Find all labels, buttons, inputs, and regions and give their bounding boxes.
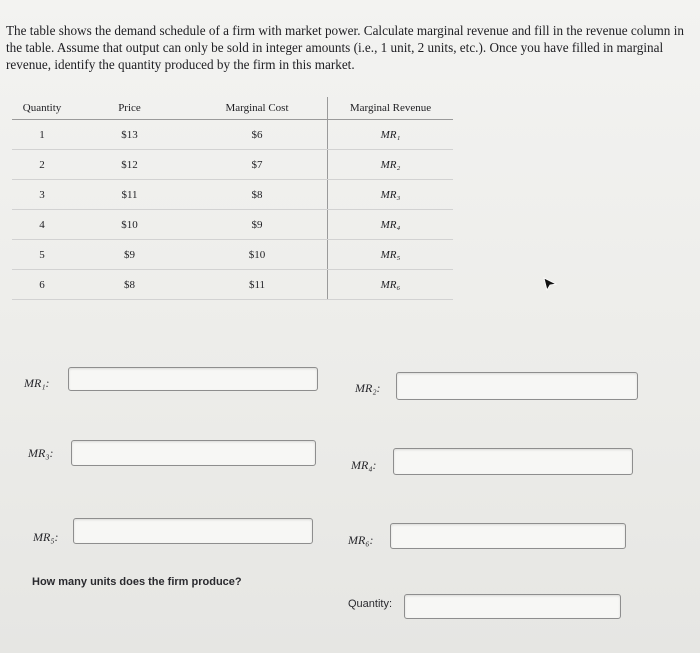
- mr4-label: MR₄:: [351, 458, 377, 472]
- mr3-input[interactable]: [71, 440, 316, 466]
- table-row: [12, 150, 453, 180]
- cell-quantity: 2: [12, 150, 72, 180]
- question-text: The table shows the demand schedule of a firm with market power. Calculate marginal revenue and fill in the revenue column in the table. Assume that output can only be sold in integer amounts (i.e., 1 unit, 2 units, etc.). Once you have filled in marginal revenue, identify the quantity produced by the firm in this market.: [6, 23, 684, 72]
- table-row: [12, 120, 453, 150]
- cell-marginal-revenue: MR₃: [328, 180, 454, 210]
- mr3-label: MR₃:: [28, 446, 54, 460]
- mr1-input[interactable]: [68, 367, 318, 391]
- header-marginal-cost: Marginal Cost: [187, 97, 328, 120]
- demand-schedule-table: [12, 97, 453, 300]
- mr5-label: MR₅:: [33, 530, 59, 544]
- cell-quantity: 3: [12, 180, 72, 210]
- mr2-label: MR₂:: [355, 381, 381, 395]
- mr1-label: MR₁:: [24, 376, 50, 390]
- cell-price: $10: [72, 210, 187, 240]
- mr5-input[interactable]: [73, 518, 313, 544]
- mr6-label: MR₆:: [348, 533, 374, 547]
- mr6-input[interactable]: [390, 523, 626, 549]
- quantity-label: Quantity:: [348, 598, 393, 610]
- cell-marginal-cost: $10: [187, 240, 328, 270]
- cell-quantity: 4: [12, 210, 72, 240]
- mouse-pointer-icon: [542, 276, 558, 292]
- cell-marginal-cost: $6: [187, 120, 328, 150]
- header-price: Price: [72, 97, 187, 120]
- cell-marginal-revenue: MR₁: [328, 120, 454, 150]
- cell-marginal-revenue: MR₄: [328, 210, 454, 240]
- table-row: [12, 180, 453, 210]
- cell-price: $13: [72, 120, 187, 150]
- cell-marginal-cost: $11: [187, 270, 328, 300]
- cell-marginal-revenue: MR₆: [328, 270, 454, 300]
- cell-marginal-cost: $9: [187, 210, 328, 240]
- cell-price: $9: [72, 240, 187, 270]
- cell-price: $11: [72, 180, 187, 210]
- mr4-input[interactable]: [393, 448, 633, 475]
- cell-price: $12: [72, 150, 187, 180]
- mr2-input[interactable]: [396, 372, 638, 400]
- cell-price: $8: [72, 270, 187, 300]
- quantity-input[interactable]: [404, 594, 621, 619]
- cell-marginal-revenue: MR₂: [328, 150, 454, 180]
- table-header-row: [12, 97, 453, 120]
- cell-marginal-cost: $7: [187, 150, 328, 180]
- cell-marginal-revenue: MR₅: [328, 240, 454, 270]
- cell-marginal-cost: $8: [187, 180, 328, 210]
- header-marginal-revenue: Marginal Revenue: [328, 97, 454, 120]
- table-row: [12, 270, 453, 300]
- cell-quantity: 6: [12, 270, 72, 300]
- header-quantity: Quantity: [12, 97, 72, 120]
- cell-quantity: 5: [12, 240, 72, 270]
- quantity-question: How many units does the firm produce?: [32, 576, 242, 588]
- table-row: [12, 210, 453, 240]
- table-row: [12, 240, 453, 270]
- cell-quantity: 1: [12, 120, 72, 150]
